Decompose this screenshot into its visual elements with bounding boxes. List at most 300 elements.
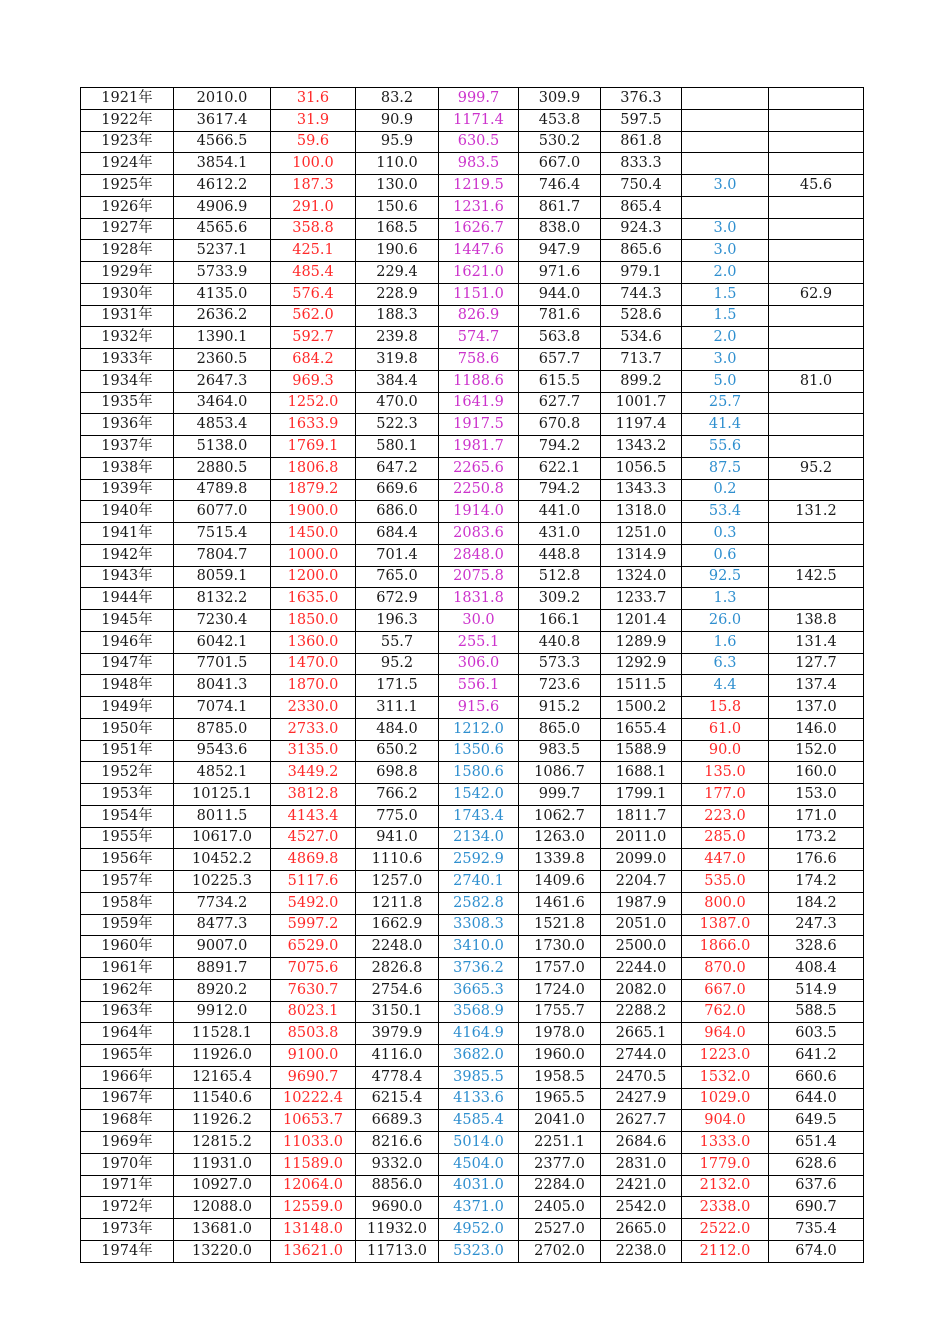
cell-col-3: 8216.6 bbox=[356, 1132, 439, 1154]
cell-col-3: 684.4 bbox=[356, 523, 439, 545]
cell-col-7: 904.0 bbox=[682, 1110, 769, 1132]
cell-col-2: 2733.0 bbox=[271, 718, 356, 740]
cell-col-2: 1635.0 bbox=[271, 588, 356, 610]
cell-col-3: 3979.9 bbox=[356, 1023, 439, 1045]
cell-year: 1935年 bbox=[81, 392, 174, 414]
cell-year: 1967年 bbox=[81, 1088, 174, 1110]
table-row bbox=[81, 784, 864, 806]
cell-year: 1926年 bbox=[81, 196, 174, 218]
cell-col-6: 750.4 bbox=[601, 175, 682, 197]
cell-col-3: 9690.0 bbox=[356, 1197, 439, 1219]
cell-col-1: 7230.4 bbox=[174, 610, 271, 632]
cell-col-6: 2665.0 bbox=[601, 1219, 682, 1241]
cell-col-7 bbox=[682, 196, 769, 218]
cell-col-1: 8891.7 bbox=[174, 958, 271, 980]
cell-col-1: 1390.1 bbox=[174, 327, 271, 349]
cell-year: 1951年 bbox=[81, 740, 174, 762]
cell-col-5: 512.8 bbox=[519, 566, 601, 588]
cell-col-7: 0.2 bbox=[682, 479, 769, 501]
table-row bbox=[81, 588, 864, 610]
cell-year: 1921年 bbox=[81, 88, 174, 110]
cell-col-4: 5014.0 bbox=[439, 1132, 519, 1154]
cell-col-6: 2500.0 bbox=[601, 936, 682, 958]
cell-col-3: 196.3 bbox=[356, 610, 439, 632]
cell-col-3: 11713.0 bbox=[356, 1240, 439, 1262]
cell-col-7: 1.3 bbox=[682, 588, 769, 610]
cell-col-1: 4135.0 bbox=[174, 283, 271, 305]
cell-col-1: 12088.0 bbox=[174, 1197, 271, 1219]
cell-col-4: 1219.5 bbox=[439, 175, 519, 197]
cell-col-1: 8059.1 bbox=[174, 566, 271, 588]
cell-col-2: 4527.0 bbox=[271, 827, 356, 849]
cell-col-7: 2338.0 bbox=[682, 1197, 769, 1219]
cell-col-2: 358.8 bbox=[271, 218, 356, 240]
cell-col-3: 522.3 bbox=[356, 414, 439, 436]
table-row bbox=[81, 196, 864, 218]
cell-col-7: 41.4 bbox=[682, 414, 769, 436]
cell-col-5: 615.5 bbox=[519, 370, 601, 392]
cell-year: 1943年 bbox=[81, 566, 174, 588]
cell-col-1: 10617.0 bbox=[174, 827, 271, 849]
cell-col-1: 13681.0 bbox=[174, 1219, 271, 1241]
cell-col-6: 2099.0 bbox=[601, 849, 682, 871]
cell-col-8 bbox=[769, 88, 864, 110]
table-row bbox=[81, 827, 864, 849]
cell-col-4: 5323.0 bbox=[439, 1240, 519, 1262]
cell-col-7: 1779.0 bbox=[682, 1153, 769, 1175]
cell-col-3: 90.9 bbox=[356, 109, 439, 131]
table-row bbox=[81, 675, 864, 697]
cell-col-4: 2250.8 bbox=[439, 479, 519, 501]
cell-col-6: 1201.4 bbox=[601, 610, 682, 632]
cell-col-5: 1062.7 bbox=[519, 805, 601, 827]
cell-year: 1952年 bbox=[81, 762, 174, 784]
cell-col-6: 2665.1 bbox=[601, 1023, 682, 1045]
cell-year: 1974年 bbox=[81, 1240, 174, 1262]
cell-col-2: 12559.0 bbox=[271, 1197, 356, 1219]
cell-col-1: 2010.0 bbox=[174, 88, 271, 110]
cell-col-8: 153.0 bbox=[769, 784, 864, 806]
cell-col-8: 641.2 bbox=[769, 1045, 864, 1067]
cell-col-8: 138.8 bbox=[769, 610, 864, 632]
cell-year: 1955年 bbox=[81, 827, 174, 849]
cell-col-1: 7804.7 bbox=[174, 544, 271, 566]
cell-col-6: 1001.7 bbox=[601, 392, 682, 414]
cell-col-5: 2702.0 bbox=[519, 1240, 601, 1262]
cell-col-4: 3308.3 bbox=[439, 914, 519, 936]
cell-col-2: 8023.1 bbox=[271, 1001, 356, 1023]
cell-col-4: 2740.1 bbox=[439, 871, 519, 893]
cell-col-6: 534.6 bbox=[601, 327, 682, 349]
cell-col-8: 603.5 bbox=[769, 1023, 864, 1045]
cell-col-8 bbox=[769, 544, 864, 566]
cell-col-1: 6042.1 bbox=[174, 631, 271, 653]
cell-col-7: 0.3 bbox=[682, 523, 769, 545]
table-row bbox=[81, 544, 864, 566]
cell-col-8: 735.4 bbox=[769, 1219, 864, 1241]
cell-col-1: 10927.0 bbox=[174, 1175, 271, 1197]
cell-col-1: 8785.0 bbox=[174, 718, 271, 740]
cell-col-8: 247.3 bbox=[769, 914, 864, 936]
cell-col-8 bbox=[769, 305, 864, 327]
cell-year: 1964年 bbox=[81, 1023, 174, 1045]
cell-col-2: 31.6 bbox=[271, 88, 356, 110]
cell-col-3: 2248.0 bbox=[356, 936, 439, 958]
cell-col-7: 2132.0 bbox=[682, 1175, 769, 1197]
cell-col-6: 865.4 bbox=[601, 196, 682, 218]
cell-col-8: 514.9 bbox=[769, 979, 864, 1001]
cell-col-2: 425.1 bbox=[271, 240, 356, 262]
cell-year: 1961年 bbox=[81, 958, 174, 980]
cell-col-1: 2636.2 bbox=[174, 305, 271, 327]
cell-year: 1950年 bbox=[81, 718, 174, 740]
cell-year: 1953年 bbox=[81, 784, 174, 806]
table-row bbox=[81, 327, 864, 349]
cell-col-8 bbox=[769, 414, 864, 436]
cell-col-6: 865.6 bbox=[601, 240, 682, 262]
cell-year: 1962年 bbox=[81, 979, 174, 1001]
cell-col-2: 9690.7 bbox=[271, 1066, 356, 1088]
cell-col-2: 1000.0 bbox=[271, 544, 356, 566]
cell-col-6: 1292.9 bbox=[601, 653, 682, 675]
cell-col-5: 794.2 bbox=[519, 479, 601, 501]
cell-col-3: 580.1 bbox=[356, 436, 439, 458]
cell-col-8: 674.0 bbox=[769, 1240, 864, 1262]
cell-col-5: 794.2 bbox=[519, 436, 601, 458]
cell-col-7: 285.0 bbox=[682, 827, 769, 849]
cell-col-8: 184.2 bbox=[769, 892, 864, 914]
cell-col-5: 1263.0 bbox=[519, 827, 601, 849]
cell-col-5: 1757.0 bbox=[519, 958, 601, 980]
cell-col-6: 2470.5 bbox=[601, 1066, 682, 1088]
cell-col-5: 1409.6 bbox=[519, 871, 601, 893]
cell-col-2: 31.9 bbox=[271, 109, 356, 131]
cell-col-3: 1662.9 bbox=[356, 914, 439, 936]
cell-col-6: 1197.4 bbox=[601, 414, 682, 436]
cell-col-6: 1511.5 bbox=[601, 675, 682, 697]
cell-col-3: 171.5 bbox=[356, 675, 439, 697]
cell-col-1: 4906.9 bbox=[174, 196, 271, 218]
cell-col-7: 667.0 bbox=[682, 979, 769, 1001]
cell-col-4: 999.7 bbox=[439, 88, 519, 110]
cell-col-5: 1960.0 bbox=[519, 1045, 601, 1067]
cell-year: 1942年 bbox=[81, 544, 174, 566]
cell-col-1: 7701.5 bbox=[174, 653, 271, 675]
cell-col-7: 92.5 bbox=[682, 566, 769, 588]
cell-col-8: 644.0 bbox=[769, 1088, 864, 1110]
table-row bbox=[81, 109, 864, 131]
cell-col-5: 723.6 bbox=[519, 675, 601, 697]
cell-col-2: 1870.0 bbox=[271, 675, 356, 697]
cell-col-3: 775.0 bbox=[356, 805, 439, 827]
cell-col-1: 8132.2 bbox=[174, 588, 271, 610]
cell-col-8: 628.6 bbox=[769, 1153, 864, 1175]
cell-col-3: 698.8 bbox=[356, 762, 439, 784]
cell-col-2: 11589.0 bbox=[271, 1153, 356, 1175]
cell-col-3: 150.6 bbox=[356, 196, 439, 218]
cell-col-3: 686.0 bbox=[356, 501, 439, 523]
cell-col-4: 2592.9 bbox=[439, 849, 519, 871]
cell-col-8: 152.0 bbox=[769, 740, 864, 762]
cell-col-8: 408.4 bbox=[769, 958, 864, 980]
cell-year: 1923年 bbox=[81, 131, 174, 153]
cell-year: 1928年 bbox=[81, 240, 174, 262]
cell-col-7: 61.0 bbox=[682, 718, 769, 740]
cell-col-5: 1521.8 bbox=[519, 914, 601, 936]
cell-col-5: 2284.0 bbox=[519, 1175, 601, 1197]
table-row bbox=[81, 262, 864, 284]
cell-col-4: 1917.5 bbox=[439, 414, 519, 436]
cell-col-8 bbox=[769, 523, 864, 545]
cell-col-7: 55.6 bbox=[682, 436, 769, 458]
cell-col-7: 0.6 bbox=[682, 544, 769, 566]
cell-year: 1938年 bbox=[81, 457, 174, 479]
cell-col-1: 3464.0 bbox=[174, 392, 271, 414]
cell-col-2: 9100.0 bbox=[271, 1045, 356, 1067]
cell-col-5: 1978.0 bbox=[519, 1023, 601, 1045]
cell-col-5: 971.6 bbox=[519, 262, 601, 284]
table-row bbox=[81, 131, 864, 153]
cell-col-8: 95.2 bbox=[769, 457, 864, 479]
cell-col-7: 1.5 bbox=[682, 283, 769, 305]
cell-col-1: 8041.3 bbox=[174, 675, 271, 697]
cell-col-3: 6215.4 bbox=[356, 1088, 439, 1110]
cell-col-8: 176.6 bbox=[769, 849, 864, 871]
cell-col-7: 1866.0 bbox=[682, 936, 769, 958]
cell-col-7: 135.0 bbox=[682, 762, 769, 784]
table-row bbox=[81, 566, 864, 588]
cell-col-3: 83.2 bbox=[356, 88, 439, 110]
table-row bbox=[81, 849, 864, 871]
cell-col-6: 1655.4 bbox=[601, 718, 682, 740]
cell-col-6: 1056.5 bbox=[601, 457, 682, 479]
cell-col-1: 10452.2 bbox=[174, 849, 271, 871]
cell-year: 1956年 bbox=[81, 849, 174, 871]
cell-col-5: 1086.7 bbox=[519, 762, 601, 784]
cell-col-4: 3568.9 bbox=[439, 1001, 519, 1023]
table-row bbox=[81, 958, 864, 980]
cell-col-4: 1914.0 bbox=[439, 501, 519, 523]
cell-col-2: 1769.1 bbox=[271, 436, 356, 458]
cell-col-6: 1500.2 bbox=[601, 697, 682, 719]
cell-col-6: 1588.9 bbox=[601, 740, 682, 762]
cell-col-1: 6077.0 bbox=[174, 501, 271, 523]
cell-col-7: 762.0 bbox=[682, 1001, 769, 1023]
cell-col-3: 95.2 bbox=[356, 653, 439, 675]
cell-col-4: 1542.0 bbox=[439, 784, 519, 806]
table-row bbox=[81, 218, 864, 240]
cell-col-2: 187.3 bbox=[271, 175, 356, 197]
cell-col-1: 7515.4 bbox=[174, 523, 271, 545]
cell-col-3: 1257.0 bbox=[356, 871, 439, 893]
table-row bbox=[81, 718, 864, 740]
cell-col-4: 1981.7 bbox=[439, 436, 519, 458]
cell-col-4: 983.5 bbox=[439, 153, 519, 175]
cell-year: 1940年 bbox=[81, 501, 174, 523]
cell-col-4: 556.1 bbox=[439, 675, 519, 697]
cell-col-7: 53.4 bbox=[682, 501, 769, 523]
cell-col-3: 4778.4 bbox=[356, 1066, 439, 1088]
cell-col-1: 12815.2 bbox=[174, 1132, 271, 1154]
cell-col-1: 2880.5 bbox=[174, 457, 271, 479]
cell-col-1: 3617.4 bbox=[174, 109, 271, 131]
cell-col-4: 1621.0 bbox=[439, 262, 519, 284]
table-row bbox=[81, 1153, 864, 1175]
cell-col-2: 59.6 bbox=[271, 131, 356, 153]
cell-col-5: 999.7 bbox=[519, 784, 601, 806]
cell-col-2: 969.3 bbox=[271, 370, 356, 392]
cell-col-4: 1831.8 bbox=[439, 588, 519, 610]
cell-col-3: 4116.0 bbox=[356, 1045, 439, 1067]
cell-col-3: 110.0 bbox=[356, 153, 439, 175]
cell-col-2: 10222.4 bbox=[271, 1088, 356, 1110]
cell-col-3: 766.2 bbox=[356, 784, 439, 806]
cell-col-4: 1743.4 bbox=[439, 805, 519, 827]
cell-col-8 bbox=[769, 196, 864, 218]
cell-col-4: 758.6 bbox=[439, 349, 519, 371]
cell-col-2: 1879.2 bbox=[271, 479, 356, 501]
cell-col-6: 2051.0 bbox=[601, 914, 682, 936]
cell-col-6: 2082.0 bbox=[601, 979, 682, 1001]
cell-col-4: 1151.0 bbox=[439, 283, 519, 305]
cell-col-7: 1029.0 bbox=[682, 1088, 769, 1110]
cell-col-8: 174.2 bbox=[769, 871, 864, 893]
cell-year: 1927年 bbox=[81, 218, 174, 240]
cell-year: 1922年 bbox=[81, 109, 174, 131]
cell-col-3: 6689.3 bbox=[356, 1110, 439, 1132]
cell-col-6: 899.2 bbox=[601, 370, 682, 392]
cell-col-7: 1223.0 bbox=[682, 1045, 769, 1067]
cell-col-6: 2238.0 bbox=[601, 1240, 682, 1262]
cell-col-4: 4371.0 bbox=[439, 1197, 519, 1219]
cell-col-6: 1811.7 bbox=[601, 805, 682, 827]
table-row bbox=[81, 414, 864, 436]
cell-year: 1970年 bbox=[81, 1153, 174, 1175]
table-row bbox=[81, 305, 864, 327]
cell-col-7: 2.0 bbox=[682, 262, 769, 284]
table-row bbox=[81, 501, 864, 523]
cell-col-8: 171.0 bbox=[769, 805, 864, 827]
cell-col-6: 2542.0 bbox=[601, 1197, 682, 1219]
cell-col-1: 4612.2 bbox=[174, 175, 271, 197]
cell-col-3: 3150.1 bbox=[356, 1001, 439, 1023]
cell-col-3: 384.4 bbox=[356, 370, 439, 392]
cell-year: 1937年 bbox=[81, 436, 174, 458]
cell-col-1: 2647.3 bbox=[174, 370, 271, 392]
cell-col-2: 4869.8 bbox=[271, 849, 356, 871]
cell-col-4: 255.1 bbox=[439, 631, 519, 653]
cell-col-1: 4565.6 bbox=[174, 218, 271, 240]
cell-col-8 bbox=[769, 392, 864, 414]
cell-col-7: 1333.0 bbox=[682, 1132, 769, 1154]
cell-col-7: 2112.0 bbox=[682, 1240, 769, 1262]
cell-col-5: 1461.6 bbox=[519, 892, 601, 914]
table-row bbox=[81, 1132, 864, 1154]
cell-year: 1924年 bbox=[81, 153, 174, 175]
cell-year: 1947年 bbox=[81, 653, 174, 675]
cell-col-5: 2041.0 bbox=[519, 1110, 601, 1132]
cell-col-6: 979.1 bbox=[601, 262, 682, 284]
cell-col-1: 11528.1 bbox=[174, 1023, 271, 1045]
cell-col-5: 453.8 bbox=[519, 109, 601, 131]
cell-col-6: 1688.1 bbox=[601, 762, 682, 784]
cell-col-3: 765.0 bbox=[356, 566, 439, 588]
cell-col-4: 2582.8 bbox=[439, 892, 519, 914]
cell-col-8 bbox=[769, 349, 864, 371]
cell-col-7: 1387.0 bbox=[682, 914, 769, 936]
cell-col-1: 5733.9 bbox=[174, 262, 271, 284]
cell-col-1: 7074.1 bbox=[174, 697, 271, 719]
cell-col-2: 3812.8 bbox=[271, 784, 356, 806]
cell-col-2: 576.4 bbox=[271, 283, 356, 305]
cell-col-4: 4164.9 bbox=[439, 1023, 519, 1045]
cell-col-5: 670.8 bbox=[519, 414, 601, 436]
cell-col-5: 983.5 bbox=[519, 740, 601, 762]
table-row bbox=[81, 653, 864, 675]
cell-col-7: 87.5 bbox=[682, 457, 769, 479]
cell-col-7: 1532.0 bbox=[682, 1066, 769, 1088]
cell-col-7: 1.6 bbox=[682, 631, 769, 653]
table-row bbox=[81, 740, 864, 762]
cell-col-8: 588.5 bbox=[769, 1001, 864, 1023]
cell-year: 1925年 bbox=[81, 175, 174, 197]
cell-col-8: 328.6 bbox=[769, 936, 864, 958]
cell-col-1: 4853.4 bbox=[174, 414, 271, 436]
cell-col-6: 2288.2 bbox=[601, 1001, 682, 1023]
cell-col-1: 9912.0 bbox=[174, 1001, 271, 1023]
cell-col-3: 2754.6 bbox=[356, 979, 439, 1001]
cell-col-4: 1580.6 bbox=[439, 762, 519, 784]
cell-col-8: 160.0 bbox=[769, 762, 864, 784]
cell-col-6: 528.6 bbox=[601, 305, 682, 327]
cell-col-3: 130.0 bbox=[356, 175, 439, 197]
cell-col-4: 2848.0 bbox=[439, 544, 519, 566]
cell-col-4: 3736.2 bbox=[439, 958, 519, 980]
cell-col-3: 470.0 bbox=[356, 392, 439, 414]
table-row bbox=[81, 283, 864, 305]
cell-col-5: 563.8 bbox=[519, 327, 601, 349]
cell-col-7 bbox=[682, 153, 769, 175]
cell-col-5: 448.8 bbox=[519, 544, 601, 566]
cell-col-4: 4031.0 bbox=[439, 1175, 519, 1197]
table-row bbox=[81, 479, 864, 501]
cell-col-4: 1641.9 bbox=[439, 392, 519, 414]
cell-col-6: 2684.6 bbox=[601, 1132, 682, 1154]
table-row bbox=[81, 1023, 864, 1045]
cell-year: 1934年 bbox=[81, 370, 174, 392]
cell-col-8: 81.0 bbox=[769, 370, 864, 392]
cell-year: 1933年 bbox=[81, 349, 174, 371]
cell-col-6: 376.3 bbox=[601, 88, 682, 110]
cell-col-4: 2134.0 bbox=[439, 827, 519, 849]
cell-col-6: 744.3 bbox=[601, 283, 682, 305]
cell-col-8: 637.6 bbox=[769, 1175, 864, 1197]
cell-col-2: 562.0 bbox=[271, 305, 356, 327]
cell-col-7: 90.0 bbox=[682, 740, 769, 762]
cell-col-4: 30.0 bbox=[439, 610, 519, 632]
cell-col-3: 1211.8 bbox=[356, 892, 439, 914]
cell-year: 1965年 bbox=[81, 1045, 174, 1067]
cell-col-6: 1324.0 bbox=[601, 566, 682, 588]
cell-col-3: 669.6 bbox=[356, 479, 439, 501]
table-row bbox=[81, 1175, 864, 1197]
cell-col-7: 15.8 bbox=[682, 697, 769, 719]
cell-col-6: 1987.9 bbox=[601, 892, 682, 914]
cell-col-1: 2360.5 bbox=[174, 349, 271, 371]
cell-col-5: 838.0 bbox=[519, 218, 601, 240]
cell-col-4: 2083.6 bbox=[439, 523, 519, 545]
cell-col-8 bbox=[769, 109, 864, 131]
